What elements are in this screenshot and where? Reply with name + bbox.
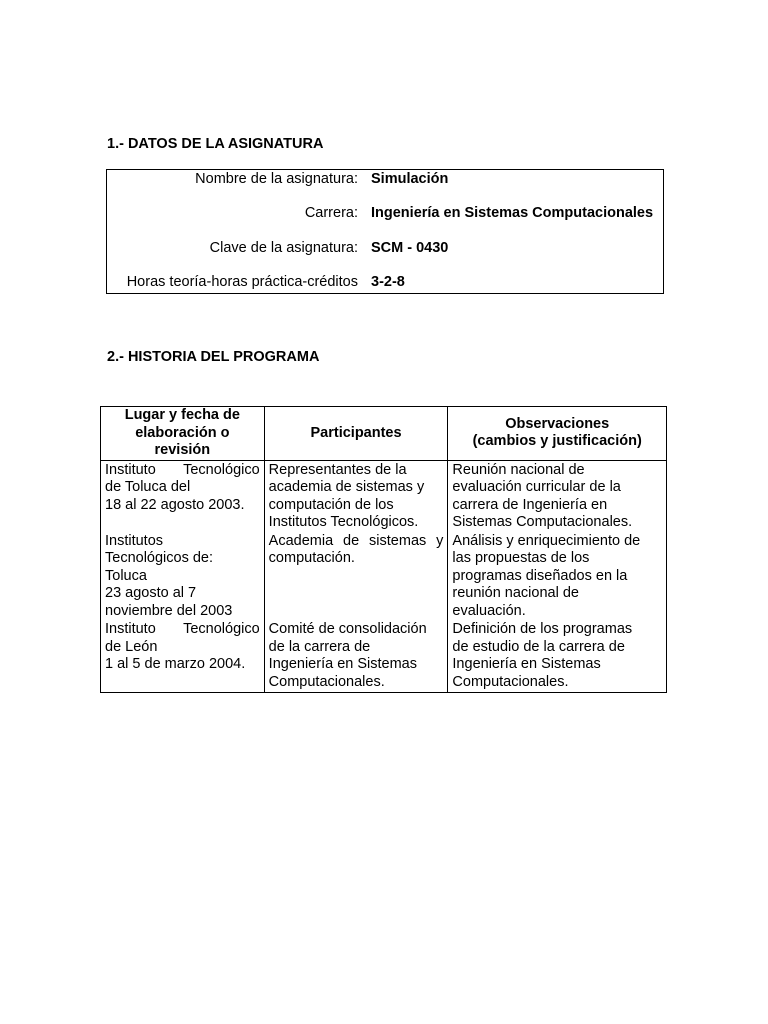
table-row [101,460,667,532]
header-observaciones: Observaciones (cambios y justificación) [448,407,667,461]
cell-participantes: Representantes de la academia de sistemas y computación de los Institutos Tecnológicos. [264,460,448,532]
cell-lugar: Instituto Tecnológico de Toluca del 18 al 22 agosto 2003. [101,460,265,532]
table-row [101,620,667,693]
table-row [101,532,667,621]
datos-row-horas [107,274,663,294]
datos-value: 3-2-8 [371,274,405,290]
section-heading-datos: 1.- DATOS DE LA ASIGNATURA [107,136,324,152]
datos-label: Clave de la asignatura: [209,240,358,256]
datos-value: SCM - 0430 [371,240,449,256]
datos-label: Carrera: [304,205,358,221]
cell-participantes: Comité de consolidación de la carrera de Ingeniería en Sistemas Computacionales. [264,620,448,693]
datos-label: Horas teoría-horas práctica-créditos [126,274,358,290]
cell-observaciones: Definición de los programas de estudio de la carrera de Ingeniería en Sistemas Computacionales. [448,620,667,693]
cell-lugar: Institutos Tecnológicos de: Toluca 23 agosto al 7 noviembre del 2003 [101,532,265,621]
datos-row-carrera [107,205,663,225]
header-lugar: Lugar y fecha de elaboración o revisión [101,407,265,461]
historia-table [100,406,667,693]
header-participantes: Participantes [264,407,448,461]
datos-row-nombre [107,171,663,191]
table-header-row [101,407,667,461]
cell-participantes: Academia de sistemas y computación. [264,532,448,621]
datos-row-clave [107,240,663,260]
cell-observaciones: Análisis y enriquecimiento de las propuestas de los programas diseñados en la reunión nacional de evaluación. [448,532,667,621]
cell-lugar: Instituto Tecnológico de León 1 al 5 de marzo 2004. [101,620,265,693]
section-heading-historia: 2.- HISTORIA DEL PROGRAMA [107,349,320,365]
datos-label: Nombre de la asignatura: [195,171,358,187]
cell-observaciones: Reunión nacional de evaluación curricular de la carrera de Ingeniería en Sistemas Computacionales. [448,460,667,532]
datos-asignatura-box [106,169,664,294]
datos-value: Simulación [371,171,449,187]
datos-value: Ingeniería en Sistemas Computacionales [371,205,654,221]
